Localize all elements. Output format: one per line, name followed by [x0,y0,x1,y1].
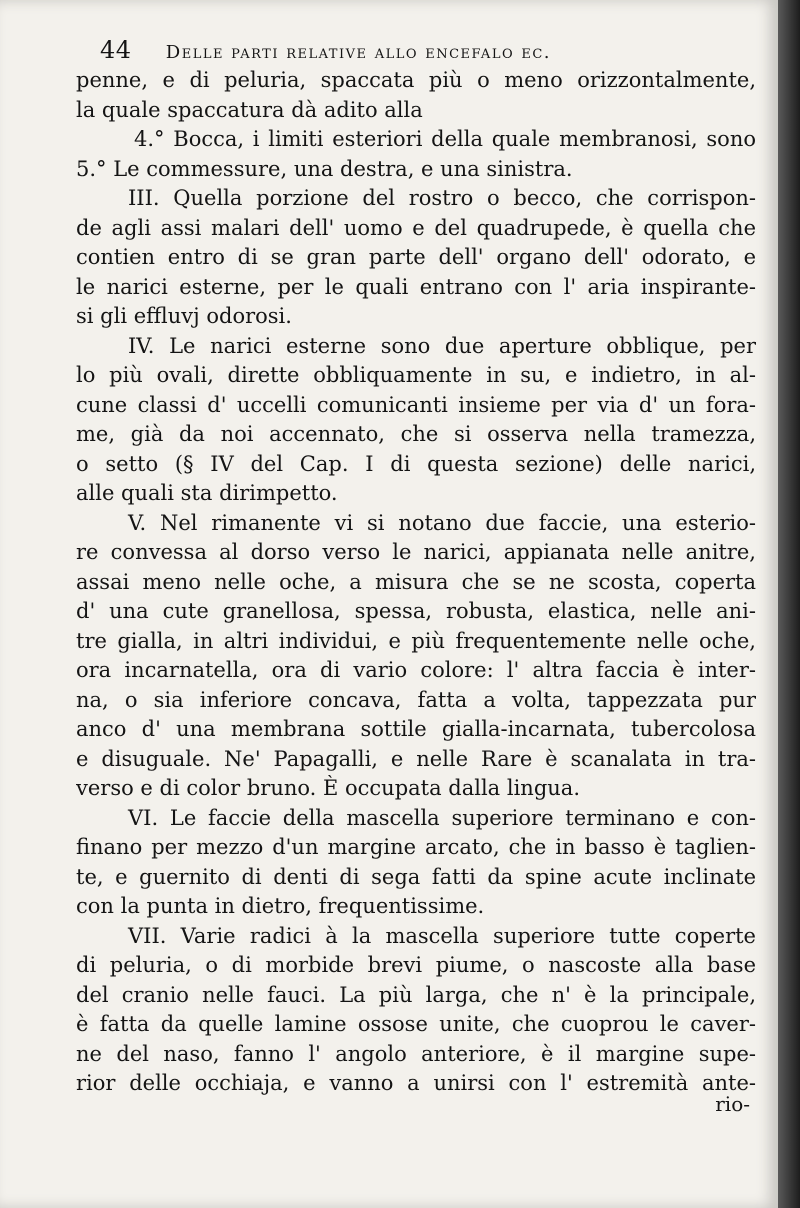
text-line: me, già da noi accennato, che si osserva nella tramezza, [76,422,756,446]
text-body [76,66,756,1099]
paragraph-start: IV. Le narici esterne sono due aperture obblique, per [128,333,756,358]
catchword: rio- [715,1092,750,1116]
text-line: di peluria, o di morbide brevi piume, o nascoste alla base [76,953,756,977]
paragraph-start: III. Quella porzione del rostro o becco, che corrispon- [128,186,756,210]
text-line: anco d' una membrana sottile gialla-incarnata, tubercolosa [76,717,756,741]
text-line: 5.° Le commessure, una destra, e una sinistra. [76,156,573,181]
text-line: finano per mezzo d'un margine arcato, che in basso è taglien- [76,835,756,859]
text-line: cune classi d' uccelli comunicanti insieme per via d' un fora- [76,392,756,417]
text-line: è fatta da quelle lamine ossose unite, che cuoprou le caver- [76,1012,756,1036]
text-line: d' una cute granellosa, spessa, robusta, elastica, nelle ani- [76,599,756,623]
text-line: ora incarnatella, ora di vario colore: l' altra faccia è inter- [76,658,756,682]
text-line: lo più ovali, dirette obbliquamente in su, e indietro, in al- [76,363,756,387]
text-line: alle quali sta dirimpetto. [76,481,338,505]
text-line: la quale spaccatura dà adito alla [76,97,423,122]
paragraph-start: VII. Varie radici à la mascella superiore tutte coperte [128,923,756,948]
text-line: re convessa al dorso verso le narici, appianata nelle anitre, [76,540,756,564]
running-header [100,36,700,66]
text-line: contien entro di se gran parte dell' organo dell' odorato, e [76,245,756,269]
text-line: e disuguale. Ne' Papagalli, e nelle Rare è scanalata in tra- [76,746,756,771]
text-line: tre gialla, in altri individui, e più frequentemente nelle oche, [76,628,756,653]
page-number: 44 [100,36,132,64]
paragraph-start: VI. Le faccie della mascella superiore terminano e con- [128,805,756,830]
text-line: na, o sia inferiore concava, fatta a volta, tappezzata pur [76,687,756,712]
text-line: rior delle occhiaja, e vanno a unirsi con l' estremità ante- [76,1071,756,1095]
text-line: verso e di color bruno. È occupata dalla lingua. [76,776,580,800]
text-line: te, e guernito di denti di sega fatti da spine acute inclinate [76,864,756,889]
text-line: de agli assi malari dell' uomo e del quadrupede, è quella che [76,215,756,240]
text-line: le narici esterne, per le quali entrano con l' aria inspirante- [76,274,756,299]
text-line: penne, e di peluria, spaccata più o meno orizzontalmente, [76,68,756,92]
text-line: si gli effluvj odorosi. [76,304,292,328]
running-title: Delle parti relative allo encefalo ec. [165,42,551,63]
text-line: 4.° Bocca, i limiti esteriori della quale membranosi, sono [134,127,756,151]
page-edge-shadow [778,0,800,1208]
text-line: con la punta in dietro, frequentissime. [76,894,485,918]
paragraph-start: V. Nel rimanente vi si notano due faccie, una esterio- [128,510,756,535]
text-line: o setto (§ IV del Cap. I di questa sezione) delle narici, [76,451,756,476]
text-line: del cranio nelle fauci. La più larga, che n' è la principale, [76,982,756,1007]
text-line: ne del naso, fanno l' angolo anteriore, è il margine supe- [76,1041,756,1066]
text-line: assai meno nelle oche, a misura che se ne scosta, coperta [76,569,756,594]
